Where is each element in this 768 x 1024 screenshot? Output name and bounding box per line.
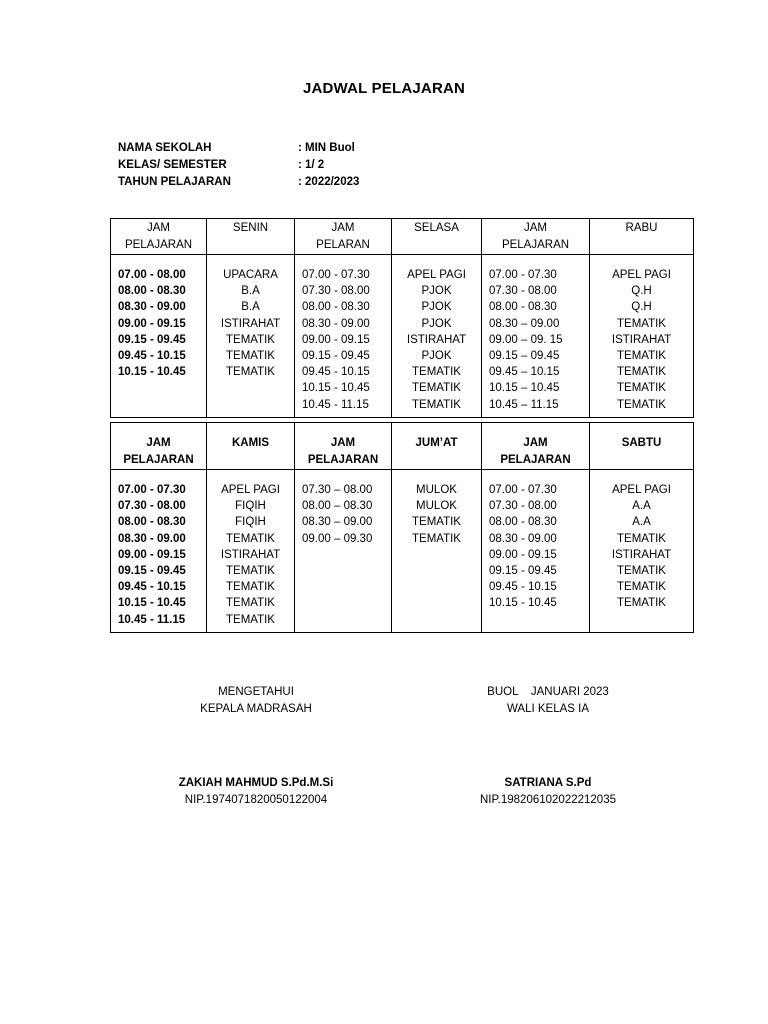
- list-item: ISTIRAHAT: [611, 548, 672, 561]
- list-item: APEL PAGI: [221, 484, 280, 496]
- list-item: 09.15 - 09.45: [489, 565, 557, 578]
- header-jam: [295, 220, 391, 254]
- header-line: JAM: [146, 437, 171, 449]
- info-value: : MIN Buol: [298, 142, 355, 154]
- list-item: 10.15 - 10.45: [118, 366, 186, 379]
- list-item: 08.00 - 08.30: [118, 285, 186, 298]
- header-line: KAMIS: [231, 437, 270, 449]
- list-item: 09.00 - 09.15: [302, 333, 370, 346]
- info-value: : 1/ 2: [298, 159, 325, 171]
- list-item: TEMATIK: [226, 597, 275, 610]
- header-cell: [482, 219, 590, 255]
- header-cell: [482, 423, 590, 470]
- list-item: PJOK: [421, 285, 452, 298]
- list-item: 07.30 - 08.00: [489, 500, 557, 513]
- list-item: 10.15 - 10.45: [302, 382, 370, 395]
- list-item: 08.00 - 08.30: [489, 301, 557, 314]
- header-jam: [482, 220, 589, 254]
- list-item: 09.15 - 09.45: [118, 333, 186, 346]
- list-item: TEMATIK: [617, 317, 666, 330]
- subject-list: [207, 267, 294, 380]
- header-cell: [111, 219, 207, 255]
- subject-column: [207, 255, 295, 418]
- list-item: 07.00 - 07.30: [302, 269, 370, 281]
- header-jam: [111, 435, 206, 469]
- list-item: 07.00 - 07.30: [118, 484, 186, 496]
- list-item: 09.45 - 10.15: [302, 366, 370, 379]
- subject-list: [590, 482, 693, 612]
- time-list: [482, 267, 589, 413]
- signer-nip: NIP.1974071820050122004: [184, 794, 328, 806]
- list-item: 09.45 - 10.15: [118, 350, 186, 363]
- list-item: TEMATIK: [226, 333, 275, 346]
- table-header-row: [111, 219, 694, 255]
- signature-name-left: [156, 775, 356, 809]
- header-line: PELAJARAN: [500, 454, 571, 466]
- list-item: 08.30 - 09.00: [118, 532, 186, 545]
- list-item: TEMATIK: [617, 597, 666, 610]
- list-item: APEL PAGI: [407, 269, 466, 281]
- list-item: 09.15 - 09.45: [118, 565, 186, 578]
- header-line: RABU: [625, 222, 658, 234]
- list-item: 08.00 - 08.30: [489, 516, 557, 529]
- info-label: KELAS/ SEMESTER: [118, 159, 227, 171]
- list-item: PJOK: [421, 350, 452, 363]
- list-item: B.A: [241, 301, 260, 314]
- info-value: : 2022/2023: [298, 176, 360, 188]
- list-item: PJOK: [421, 301, 452, 314]
- list-item: 10.15 - 10.45: [118, 597, 186, 610]
- list-item: A.A: [632, 500, 651, 513]
- list-item: 07.00 - 08.00: [118, 269, 186, 281]
- subject-column: [392, 255, 482, 418]
- list-item: ISTIRAHAT: [220, 548, 281, 561]
- time-column: [295, 255, 392, 418]
- list-item: MULOK: [416, 484, 457, 496]
- list-item: TEMATIK: [617, 350, 666, 363]
- header-jam: [111, 220, 206, 254]
- list-item: 09.45 - 10.15: [489, 581, 557, 594]
- list-item: TEMATIK: [412, 398, 461, 411]
- time-column: [482, 255, 590, 418]
- list-item: PJOK: [421, 317, 452, 330]
- list-item: 09.00 – 09. 15: [489, 333, 563, 346]
- header-line: PELAJARAN: [123, 454, 194, 466]
- list-item: ISTIRAHAT: [220, 317, 281, 330]
- list-item: 08.30 – 09.00: [302, 516, 373, 529]
- header-line: PELARAN: [316, 239, 370, 251]
- list-item: 07.30 – 08.00: [302, 484, 373, 496]
- list-item: TEMATIK: [412, 366, 461, 379]
- list-item: ISTIRAHAT: [611, 333, 672, 346]
- list-item: TEMATIK: [617, 366, 666, 379]
- header-line: JAM: [331, 222, 355, 234]
- header-jumat: [392, 435, 481, 452]
- list-item: 09.45 - 10.15: [118, 581, 186, 594]
- list-item: TEMATIK: [617, 581, 666, 594]
- list-item: 07.30 - 08.00: [302, 285, 370, 298]
- time-list: [295, 267, 391, 413]
- header-selasa: [392, 220, 481, 237]
- header-cell: [111, 423, 207, 470]
- list-item: TEMATIK: [617, 382, 666, 395]
- list-item: 08.00 – 08.30: [302, 500, 373, 513]
- list-item: 09.00 - 09.15: [118, 548, 186, 561]
- time-column: [482, 470, 590, 633]
- list-item: 08.30 - 09.00: [302, 317, 370, 330]
- time-list: [111, 482, 206, 628]
- header-cell: [207, 219, 295, 255]
- header-sabtu: [590, 435, 693, 452]
- list-item: MULOK: [416, 500, 457, 513]
- subject-list: [207, 482, 294, 628]
- header-line: SENIN: [232, 222, 269, 234]
- list-item: A.A: [632, 516, 651, 529]
- sig-line: WALI KELAS IA: [506, 703, 590, 715]
- list-item: TEMATIK: [226, 366, 275, 379]
- signer-nip: NIP.198206102022212035: [479, 794, 616, 806]
- list-item: 07.30 - 08.00: [118, 500, 186, 513]
- list-item: FIQIH: [235, 500, 266, 513]
- list-item: TEMATIK: [226, 532, 275, 545]
- list-item: Q.H: [631, 301, 652, 314]
- page-title: JADWAL PELAJARAN: [302, 80, 466, 97]
- list-item: TEMATIK: [226, 613, 275, 626]
- list-item: 08.30 – 09.00: [489, 317, 560, 330]
- info-row-class: [118, 157, 359, 174]
- header-line: JUM’AT: [415, 437, 458, 449]
- header-line: PELAJARAN: [501, 239, 570, 251]
- subject-column: [590, 255, 694, 418]
- list-item: 09.15 – 09.45: [489, 350, 560, 363]
- list-item: FIQIH: [235, 516, 266, 529]
- list-item: B.A: [241, 285, 260, 298]
- header-cell: [392, 423, 482, 470]
- header-cell: [295, 219, 392, 255]
- time-list: [482, 482, 589, 612]
- info-label: TAHUN PELAJARAN: [118, 176, 231, 188]
- list-item: 08.00 - 08.30: [118, 516, 186, 529]
- list-item: 07.30 - 08.00: [489, 285, 557, 298]
- header-line: PELAJARAN: [307, 454, 379, 466]
- signature-block-left: [156, 684, 356, 718]
- list-item: 09.15 - 09.45: [302, 350, 370, 363]
- schedule-table-mon-wed: [110, 218, 694, 418]
- header-cell: [590, 423, 694, 470]
- list-item: 08.30 - 09.00: [489, 532, 557, 545]
- list-item: 08.00 - 08.30: [302, 301, 370, 314]
- table-body-row: [111, 470, 694, 633]
- sig-line: MENGETAHUI: [218, 686, 294, 698]
- signature-block-right: [448, 684, 648, 718]
- list-item: TEMATIK: [226, 350, 275, 363]
- header-cell: [295, 423, 392, 470]
- list-item: TEMATIK: [617, 398, 666, 411]
- header-cell: [590, 219, 694, 255]
- list-item: 10.15 – 10.45: [489, 382, 560, 395]
- header-cell: [207, 423, 295, 470]
- list-item: 10.45 - 11.15: [302, 398, 369, 411]
- header-rabu: [590, 220, 693, 237]
- sig-line: KEPALA MADRASAH: [200, 703, 312, 715]
- list-item: TEMATIK: [226, 581, 275, 594]
- header-jam: [295, 435, 391, 469]
- list-item: TEMATIK: [412, 516, 461, 529]
- time-column: [295, 470, 392, 633]
- table-body-row: [111, 255, 694, 418]
- header-line: PELAJARAN: [124, 239, 193, 251]
- schedule-table-thu-sat: [110, 422, 694, 633]
- header-line: JAM: [524, 222, 547, 234]
- subject-list: [392, 267, 481, 413]
- time-column: [111, 470, 207, 633]
- header-jam: [482, 435, 589, 469]
- header-line: JAM: [147, 222, 170, 234]
- list-item: 10.45 – 11.15: [489, 398, 559, 411]
- list-item: 07.00 - 07.30: [489, 484, 557, 496]
- list-item: TEMATIK: [226, 565, 275, 578]
- info-row-year: [118, 174, 359, 191]
- header-line: SELASA: [414, 222, 459, 234]
- list-item: 10.45 - 11.15: [118, 613, 186, 626]
- list-item: 09.00 – 09.30: [302, 532, 373, 545]
- list-item: 08.30 - 09.00: [118, 301, 186, 314]
- list-item: ISTIRAHAT: [406, 333, 467, 346]
- subject-column: [392, 470, 482, 633]
- list-item: UPACARA: [223, 269, 278, 281]
- list-item: 10.15 - 10.45: [489, 597, 557, 610]
- header-line: SABTU: [621, 437, 662, 449]
- time-list: [295, 482, 391, 547]
- list-item: 09.00 - 09.15: [489, 548, 557, 561]
- sig-line: BUOL JANUARI 2023: [487, 686, 609, 698]
- header-line: JAM: [523, 437, 548, 449]
- list-item: 07.00 - 07.30: [489, 269, 557, 281]
- time-list: [111, 267, 206, 380]
- list-item: TEMATIK: [412, 382, 461, 395]
- time-column: [111, 255, 207, 418]
- header-kamis: [207, 435, 294, 452]
- header-line: JAM: [330, 437, 356, 449]
- subject-column: [207, 470, 295, 633]
- header-cell: [392, 219, 482, 255]
- list-item: 09.45 – 10.15: [489, 366, 560, 379]
- list-item: APEL PAGI: [612, 269, 671, 281]
- list-item: TEMATIK: [617, 565, 666, 578]
- subject-column: [590, 470, 694, 633]
- subject-list: [590, 267, 693, 413]
- list-item: APEL PAGI: [612, 484, 671, 496]
- list-item: Q.H: [631, 285, 652, 298]
- info-row-school: [118, 140, 359, 157]
- info-label: NAMA SEKOLAH: [118, 142, 212, 154]
- subject-list: [392, 482, 481, 547]
- signer-name: SATRIANA S.Pd: [504, 777, 592, 789]
- signer-name: ZAKIAH MAHMUD S.Pd.M.Si: [178, 777, 334, 789]
- list-item: TEMATIK: [412, 532, 461, 545]
- header-senin: [207, 220, 294, 237]
- table-header-row: [111, 423, 694, 470]
- list-item: TEMATIK: [617, 532, 666, 545]
- school-info: [118, 140, 359, 191]
- list-item: 09.00 - 09.15: [118, 317, 186, 330]
- signature-name-right: [448, 775, 648, 809]
